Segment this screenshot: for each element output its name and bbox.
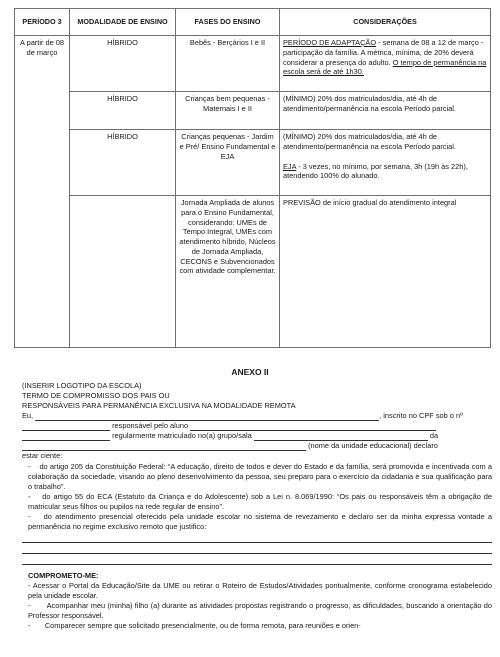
bullet-dash: - bbox=[28, 621, 31, 631]
attendance-item bbox=[22, 512, 492, 532]
table-row bbox=[15, 36, 491, 92]
term-title-line-1: TERMO DE COMPROMISSO DOS PAIS OU bbox=[22, 391, 170, 401]
art205-item bbox=[22, 462, 492, 492]
art205-text: do artigo 205 da Constituição Federal: “A educação, direito de todos e dever do Estado e da família, será promovida e incentivada com a colaboração da sociedade, visando ao pleno desenvolvimento da pessoa, seu preparo para o exercício da cidadania e sua qualificação para o trabalho”. bbox=[28, 461, 492, 491]
name-blank[interactable] bbox=[35, 412, 379, 421]
class-blank[interactable] bbox=[254, 432, 428, 441]
class-line bbox=[22, 431, 492, 441]
justification-line-3[interactable] bbox=[22, 555, 492, 565]
student-line bbox=[22, 421, 492, 431]
phase-cell: Crianças bem pequenas - Maternais I e II bbox=[176, 92, 280, 130]
cpf-label: , inscrito no CPF sob o nº bbox=[379, 411, 463, 421]
aware-label: estar ciente: bbox=[22, 451, 63, 461]
justification-line-1[interactable] bbox=[22, 533, 492, 543]
commitment-term bbox=[22, 381, 492, 631]
annex-title: ANEXO II bbox=[231, 367, 269, 377]
adaptation-text: - semana de 08 a 12 de março - participação da família. A métrica, mínima, de 20% deverá considerar a presença do adulto. bbox=[283, 38, 484, 67]
bullet-dash: - bbox=[28, 491, 31, 501]
considerations-cell: PREVISÃO de início gradual do atendimento integral bbox=[280, 196, 491, 348]
da-label: da bbox=[429, 431, 439, 441]
commit-item-follow bbox=[22, 601, 492, 621]
table-header-row bbox=[15, 9, 491, 36]
student-blank[interactable] bbox=[190, 422, 436, 431]
commit-heading: COMPROMETO-ME: bbox=[28, 570, 99, 580]
logo-placeholder: (INSERIR LOGOTIPO DA ESCOLA) bbox=[22, 381, 142, 390]
eja-label: EJA bbox=[283, 161, 297, 171]
school-line bbox=[22, 441, 492, 451]
header-fases: FASES DO ENSINO bbox=[176, 9, 280, 36]
considerations-cell bbox=[280, 36, 491, 92]
table-row bbox=[15, 92, 491, 130]
header-consideracoes: CONSIDERAÇÕES bbox=[280, 9, 491, 36]
bullet-dash: - bbox=[28, 511, 31, 521]
cpf-blank[interactable] bbox=[22, 422, 110, 431]
schedule-table bbox=[14, 8, 491, 348]
table-row bbox=[15, 130, 491, 196]
considerations-cell: (MÍNIMO) 20% dos matriculados/dia, até 4h de atendimento/permanência na escola Período parcial. bbox=[280, 92, 491, 130]
term-title-line-2: RESPONSÁVEIS PARA PERMANÊNCIA EXCLUSIVA NA MODALIDADE REMOTA bbox=[22, 401, 296, 411]
phase-cell: Jornada Ampliada de alunos para o Ensino Fundamental, considerando: UMEs de Tempo Integral, UMEs com atendimento híbrido, Núcleos de Jornada Ampliada, CECONS e Subvencionados com atividade complementar. bbox=[176, 196, 280, 348]
art55-item bbox=[22, 492, 492, 512]
header-modalidade: MODALIDADE DE ENSINO bbox=[70, 9, 176, 36]
adaptation-label: PERÍODO DE ADAPTAÇÃO bbox=[283, 38, 377, 47]
period-cell: A partir de 08 de março bbox=[15, 36, 70, 348]
eja-text: - 3 vezes, no mínimo, por semana, 3h (19h às 22h), atendendo 100% do alunado. bbox=[283, 161, 468, 181]
phase-cell: Bebês - Berçários I e II bbox=[176, 36, 280, 92]
enrolled-label: regularmente matriculado no(a) grupo/sala bbox=[112, 431, 252, 441]
bullet-dash: - bbox=[28, 601, 31, 611]
name-line bbox=[22, 411, 492, 421]
justification-line-2[interactable] bbox=[22, 544, 492, 554]
considerations-cell bbox=[280, 130, 491, 196]
phase-cell: Crianças pequenas - Jardim e Pré/ Ensino Fundamental e EJA bbox=[176, 130, 280, 196]
modality-cell: HÍBRIDO bbox=[70, 36, 176, 92]
follow-text: Acompanhar meu (minha) filho (a) durante as atividades propostas registrando o progresso, as dificuldades, buscando a orientação do Professor responsável. bbox=[28, 601, 493, 621]
modality-cell bbox=[70, 196, 176, 348]
bullet-dash: - bbox=[28, 461, 31, 471]
school-blank[interactable] bbox=[22, 442, 306, 451]
modality-cell: HÍBRIDO bbox=[70, 130, 176, 196]
school-label: (nome da unidade educacional) declaro bbox=[308, 441, 438, 451]
responsible-label: responsável pelo aluno bbox=[112, 421, 189, 431]
commit-item-portal: - Acessar o Portal da Educação/Site da UME ou retirar o Roteiro de Estudos/Atividades pontualmente, conforme cronograma estabelecido pela unidade escolar. bbox=[28, 581, 492, 601]
student-blank-2[interactable] bbox=[22, 432, 110, 441]
permanence-text: O tempo de permanência na escola será de até 1h30. bbox=[283, 57, 487, 77]
art55-text: do artigo 55 do ECA (Estatuto da Criança e do Adolescente) sob a Lei n. 8.069/1990: “Os pais ou responsáveis têm a obrigação de matricular seus filhos ou pupilos na rede regular de ensino”. bbox=[28, 491, 492, 511]
header-periodo: PERÍODO 3 bbox=[15, 9, 70, 36]
modality-cell: HÍBRIDO bbox=[70, 92, 176, 130]
commit-item-attend bbox=[22, 621, 492, 631]
eu-label: Eu, bbox=[22, 411, 34, 421]
table-row bbox=[15, 196, 491, 348]
attend-text: Comparecer sempre que solicitado presencialmente, ou de forma remota, para reuniões e orien- bbox=[44, 621, 361, 631]
considerations-text: (MÍNIMO) 20% dos matriculados/dia, até 4h de atendimento/permanência na escola Período parcial. bbox=[283, 132, 456, 151]
attendance-text: do atendimento presencial oferecido pela unidade escolar no sistema de revezamento e declaro ser da minha expressa vontade a permanência no regime exclusivo remoto que justifico: bbox=[28, 511, 492, 531]
